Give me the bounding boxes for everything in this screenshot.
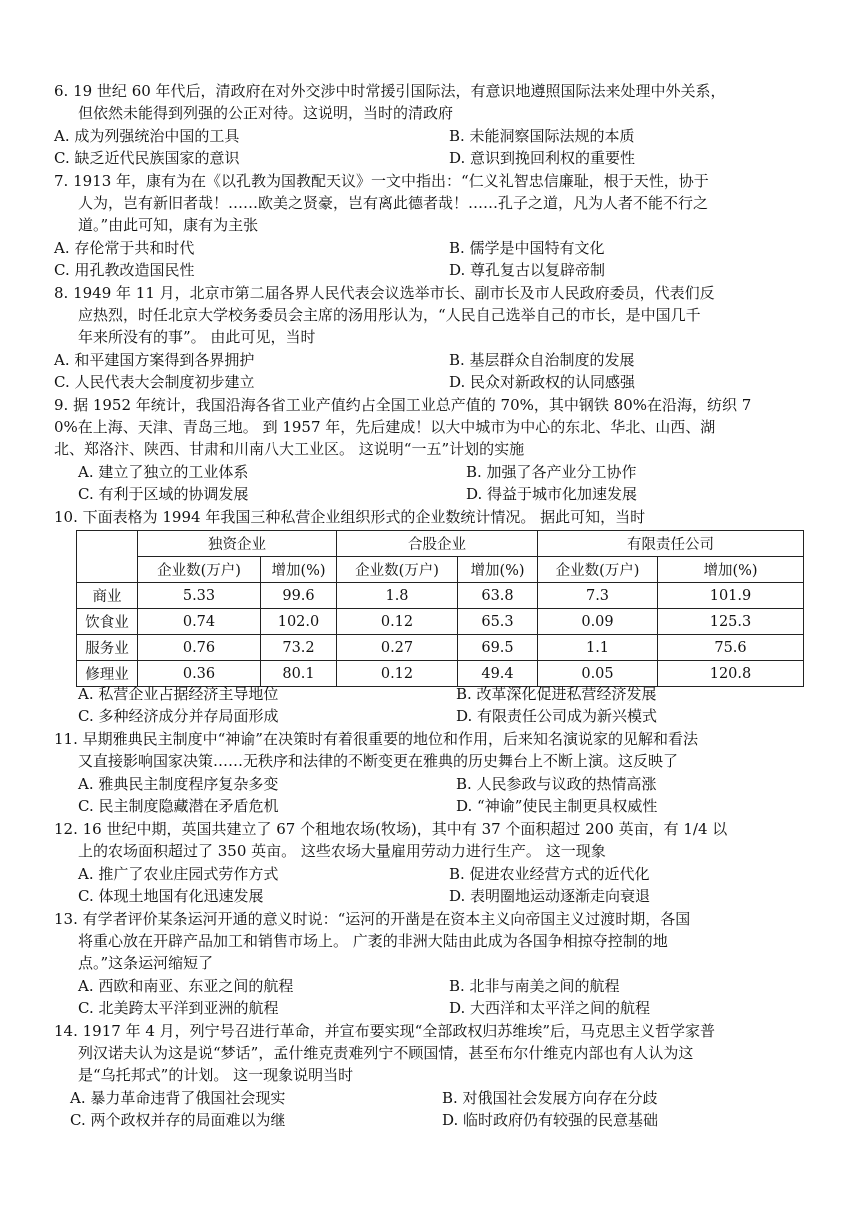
q6-stem-line-2: 但依然未能得到列强的公正对待。这说明，当时的清政府 <box>78 104 454 122</box>
table-cell: 80.1 <box>261 661 337 687</box>
table-cell: 0.76 <box>138 635 261 661</box>
table-cell: 0.09 <box>538 609 658 635</box>
q13-option-d: D. 大西洋和太平洋之间的航程 <box>449 999 651 1017</box>
q11-option-c: C. 民主制度隐藏潜在矛盾危机 <box>78 797 279 815</box>
q6-option-c: C. 缺乏近代民族国家的意识 <box>54 149 240 167</box>
q6-option-d: D. 意识到挽回利权的重要性 <box>449 149 636 167</box>
row-label: 修理业 <box>77 661 138 687</box>
q11-stem-line-1: 11. 早期雅典民主制度中“神谕”在决策时有着很重要的地位和作用，后来知名演说家的见解和看法 <box>54 730 698 748</box>
q10-option-c: C. 多种经济成分并存局面形成 <box>78 707 279 725</box>
table-cell: 0.36 <box>138 661 261 687</box>
q8-option-c: C. 人民代表大会制度初步建立 <box>54 373 255 391</box>
q14-option-b: B. 对俄国社会发展方向存在分歧 <box>442 1089 658 1107</box>
table-subheader: 企业数(万户) <box>538 557 658 583</box>
q13-stem-line-3: 点。”这条运河缩短了 <box>78 954 214 972</box>
table-cell: 1.1 <box>538 635 658 661</box>
q11-option-a: A. 雅典民主制度程序复杂多变 <box>78 775 279 793</box>
table-cell: 63.8 <box>458 583 538 609</box>
q7-option-c: C. 用孔教改造国民性 <box>54 261 195 279</box>
table-cell: 0.27 <box>337 635 458 661</box>
q9-stem-line-1: 9. 据 1952 年统计，我国沿海各省工业产值约占全国工业总产值的 70%，其中钢铁 80%在沿海，纺织 7 <box>54 396 752 414</box>
q12-stem-line-2: 上的农场面积超过了 350 英亩。 这些农场大量雇用劳动力进行生产。 这一现象 <box>78 842 606 860</box>
q9-option-d: D. 得益于城市化加速发展 <box>466 485 638 503</box>
table-group-header: 合股企业 <box>337 531 538 557</box>
q8-stem-line-1: 8. 1949 年 11 月，北京市第二届各界人民代表会议选举市长、副市长及市人民政府委员，代表们反 <box>54 284 715 302</box>
table-cell: 125.3 <box>658 609 804 635</box>
q7-stem-line-3: 道。”由此可知，康有为主张 <box>78 216 259 234</box>
table-cell: 65.3 <box>458 609 538 635</box>
q11-stem-line-2: 又直接影响国家决策……无秩序和法律的不断变更在雅典的历史舞台上不断上演。这反映了 <box>78 752 679 770</box>
q7-option-b: B. 儒学是中国特有文化 <box>449 239 605 257</box>
table-subheader: 增加(%) <box>658 557 804 583</box>
table-cell: 99.6 <box>261 583 337 609</box>
table-cell: 1.8 <box>337 583 458 609</box>
row-label: 饮食业 <box>77 609 138 635</box>
table-cell: 0.74 <box>138 609 261 635</box>
table-row <box>77 583 804 609</box>
q12-option-d: D. 表明圈地运动逐渐走向衰退 <box>449 887 651 905</box>
q10-option-d: D. 有限责任公司成为新兴模式 <box>456 707 658 725</box>
q8-stem-line-3: 年来所没有的事”。 由此可见，当时 <box>78 328 316 346</box>
q14-stem-line-2: 列汉诺夫认为这是说“梦话”，孟什维克责难列宁不顾国情，甚至布尔什维克内部也有人认为这 <box>78 1044 694 1062</box>
q7-option-a: A. 存伦常于共和时代 <box>54 239 195 257</box>
table-cell: 0.05 <box>538 661 658 687</box>
table-cell: 7.3 <box>538 583 658 609</box>
q9-option-b: B. 加强了各产业分工协作 <box>466 463 637 481</box>
row-label: 服务业 <box>77 635 138 661</box>
table-header-row <box>77 531 804 557</box>
table-group-header: 有限责任公司 <box>538 531 804 557</box>
q6-option-b: B. 未能洞察国际法规的本质 <box>449 127 635 145</box>
table-row <box>77 609 804 635</box>
q7-stem-line-1: 7. 1913 年，康有为在《以孔教为国教配天议》一文中指出：“仁义礼智忠信廉耻，根于天性，协于 <box>54 172 709 190</box>
table-group-header: 独资企业 <box>138 531 337 557</box>
q7-option-d: D. 尊孔复古以复辟帝制 <box>449 261 606 279</box>
q12-stem-line-1: 12. 16 世纪中期，英国共建立了 67 个租地农场(牧场)，其中有 37 个面积超过 200 英亩，有 1/4 以 <box>54 820 728 838</box>
table-cell: 120.8 <box>658 661 804 687</box>
q10-option-b: B. 改革深化促进私营经济发展 <box>456 685 657 703</box>
q6-option-a: A. 成为列强统治中国的工具 <box>54 127 240 145</box>
q14-stem-line-3: 是“乌托邦式”的计划。 这一现象说明当时 <box>78 1066 354 1084</box>
q14-option-d: D. 临时政府仍有较强的民意基础 <box>442 1111 659 1129</box>
q8-option-d: D. 民众对新政权的认同感强 <box>449 373 636 391</box>
q7-stem-line-2: 人为，岂有新旧者哉！……欧美之贤豪，岂有离此德者哉！……孔子之道，凡为人者不能不行之 <box>78 194 709 212</box>
q9-stem-line-3: 北、郑洛汴、陕西、甘肃和川南八大工业区。 这说明“一五”计划的实施 <box>54 440 525 458</box>
table-row <box>77 635 804 661</box>
table-cell: 0.12 <box>337 661 458 687</box>
q14-option-a: A. 暴力革命违背了俄国社会现实 <box>70 1089 286 1107</box>
table-cell: 0.12 <box>337 609 458 635</box>
q9-option-c: C. 有利于区域的协调发展 <box>78 485 249 503</box>
q6-stem-line-1: 6. 19 世纪 60 年代后，清政府在对外交涉中时常援引国际法，有意识地遵照国际法来处理中外关系， <box>54 82 726 100</box>
q13-stem-line-1: 13. 有学者评价某条运河开通的意义时说：“运河的开凿是在资本主义向帝国主义过渡时期，各国 <box>54 910 691 928</box>
q12-option-b: B. 促进农业经营方式的近代化 <box>449 865 650 883</box>
q11-option-b: B. 人民参政与议政的热情高涨 <box>456 775 657 793</box>
q12-option-a: A. 推广了农业庄园式劳作方式 <box>78 865 279 883</box>
table-subheader: 企业数(万户) <box>138 557 261 583</box>
table-cell: 73.2 <box>261 635 337 661</box>
q9-option-a: A. 建立了独立的工业体系 <box>78 463 249 481</box>
q11-option-d: D. “神谕”使民主制更具权威性 <box>456 797 658 815</box>
enterprise-stats-table <box>76 530 804 687</box>
q13-option-b: B. 北非与南美之间的航程 <box>449 977 620 995</box>
row-label: 商业 <box>77 583 138 609</box>
table-cell: 69.5 <box>458 635 538 661</box>
table-corner-cell <box>77 531 138 583</box>
q14-option-c: C. 两个政权并存的局面难以为继 <box>70 1111 286 1129</box>
q13-option-c: C. 北美跨太平洋到亚洲的航程 <box>78 999 279 1017</box>
table-subheader: 增加(%) <box>458 557 538 583</box>
table-subheader: 增加(%) <box>261 557 337 583</box>
q8-option-b: B. 基层群众自治制度的发展 <box>449 351 635 369</box>
q13-option-a: A. 西欧和南亚、东亚之间的航程 <box>78 977 294 995</box>
table-cell: 75.6 <box>658 635 804 661</box>
q8-option-a: A. 和平建国方案得到各界拥护 <box>54 351 255 369</box>
q9-stem-line-2: 0%在上海、天津、青岛三地。 到 1957 年，先后建成！以大中城市为中心的东北、华北、山西、湖 <box>54 418 716 436</box>
table-cell: 5.33 <box>138 583 261 609</box>
q14-stem-line-1: 14. 1917 年 4 月，列宁号召进行革命，并宣布要实现“全部政权归苏维埃”后，马克思主义哲学家普 <box>54 1022 715 1040</box>
table-cell: 101.9 <box>658 583 804 609</box>
table-cell: 49.4 <box>458 661 538 687</box>
table-cell: 102.0 <box>261 609 337 635</box>
table-subheader: 企业数(万户) <box>337 557 458 583</box>
q8-stem-line-2: 应热烈，时任北京大学校务委员会主席的汤用彤认为，“人民自己选举自己的市长，是中国几千 <box>78 306 701 324</box>
q10-option-a: A. 私营企业占据经济主导地位 <box>78 685 279 703</box>
table-subheader-row <box>77 557 804 583</box>
q13-stem-line-2: 将重心放在开辟产品加工和销售市场上。 广袤的非洲大陆由此成为各国争相掠夺控制的地 <box>78 932 668 950</box>
q12-option-c: C. 体现土地国有化迅速发展 <box>78 887 264 905</box>
q10-stem-line-1: 10. 下面表格为 1994 年我国三种私营企业组织形式的企业数统计情况。 据此可知，当时 <box>54 508 646 526</box>
